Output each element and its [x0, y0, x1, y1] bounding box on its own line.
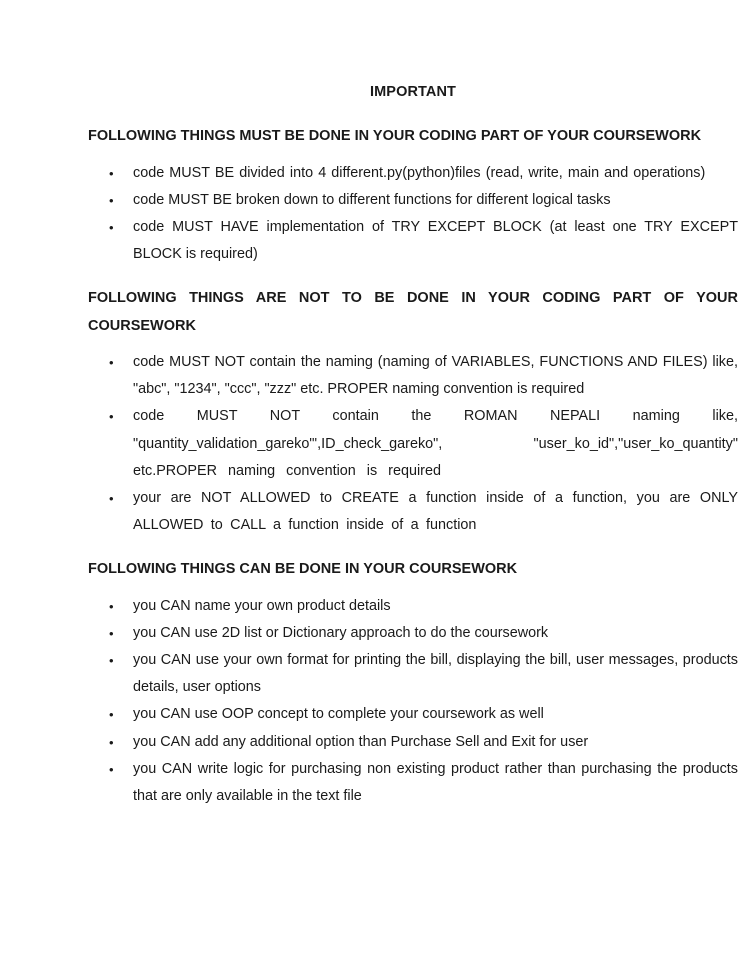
list-item-text: your are NOT ALLOWED to CREATE a function inside of a function, you are ONLY ALLOWED to CALL a function inside of a function: [133, 489, 738, 534]
bullet-point-icon: •: [109, 625, 114, 641]
list-item-text: you CAN add any additional option than Purchase Sell and Exit for user: [133, 733, 589, 750]
list-item: [88, 647, 738, 701]
list-item: [88, 349, 738, 403]
bullet-point-icon: •: [109, 192, 114, 208]
section-heading-can-be-done: FOLLOWING THINGS CAN BE DONE IN YOUR COURSEWORK: [88, 561, 518, 578]
document-body: [88, 84, 738, 810]
bullet-point-icon: •: [109, 707, 114, 723]
spacer: [88, 584, 738, 593]
section-heading-must-be-done: FOLLOWING THINGS MUST BE DONE IN YOUR CODING PART OF YOUR COURSEWORK: [88, 128, 702, 145]
bullet-point-icon: •: [109, 409, 114, 425]
list-item-text: code MUST NOT contain the naming (naming of VARIABLES, FUNCTIONS AND FILES) like, "abc", "1234", "ccc", "zzz" etc. PROPER naming convention is required: [133, 353, 738, 398]
list-item: [88, 620, 738, 647]
list-item: [88, 403, 738, 485]
bullet-list-must-be-done: [88, 160, 738, 269]
list-item-text: code MUST NOT contain the ROMAN NEPALI naming like, "quantity_validation_gareko"',ID_check_gareko", "user_ko_id","user_ko_quantity" etc.PROPER naming convention is required: [133, 408, 738, 479]
spacer: [88, 151, 738, 160]
bullet-point-icon: •: [109, 354, 114, 370]
list-item-text: code MUST BE divided into 4 different.py(python)files (read, write, main and operations): [133, 164, 706, 181]
list-item-text: you CAN write logic for purchasing non existing product rather than purchasing the products that are only available in the text file: [133, 760, 738, 805]
list-item: [88, 756, 738, 810]
bullet-point-icon: •: [109, 653, 114, 669]
list-item-text: code MUST BE broken down to different functions for different logical tasks: [133, 191, 611, 208]
list-item: [88, 593, 738, 620]
section-heading-not-to-be-done: FOLLOWING THINGS ARE NOT TO BE DONE IN YOUR CODING PART OF YOUR COURSEWORK: [88, 290, 738, 334]
list-item: [88, 729, 738, 756]
bullet-point-icon: •: [109, 220, 114, 236]
bullet-point-icon: •: [109, 490, 114, 506]
spacer: [88, 539, 738, 556]
list-item: [88, 160, 738, 187]
list-item-text: you CAN use your own format for printing the bill, displaying the bill, user messages, products details, user options: [133, 652, 738, 696]
list-item: [88, 187, 738, 214]
bullet-list-can-be-done: [88, 593, 738, 811]
bullet-point-icon: •: [109, 761, 114, 777]
bullet-point-icon: •: [109, 734, 114, 750]
bullet-point-icon: •: [109, 165, 114, 181]
list-item-text: you CAN use OOP concept to complete your coursework as well: [133, 706, 544, 723]
spacer: [88, 268, 738, 285]
list-item: [88, 701, 738, 728]
bullet-list-not-to-be-done: [88, 349, 738, 539]
bullet-point-icon: •: [109, 598, 114, 614]
list-item-text: you CAN name your own product details: [133, 597, 391, 614]
list-item-text: code MUST HAVE implementation of TRY EXCEPT BLOCK (at least one TRY EXCEPT BLOCK is required): [133, 219, 738, 263]
spacer: [88, 340, 738, 349]
list-item-text: you CAN use 2D list or Dictionary approach to do the coursework: [133, 624, 549, 641]
list-item: [88, 214, 738, 268]
document-title: IMPORTANT: [369, 84, 456, 100]
list-item: [88, 485, 738, 539]
